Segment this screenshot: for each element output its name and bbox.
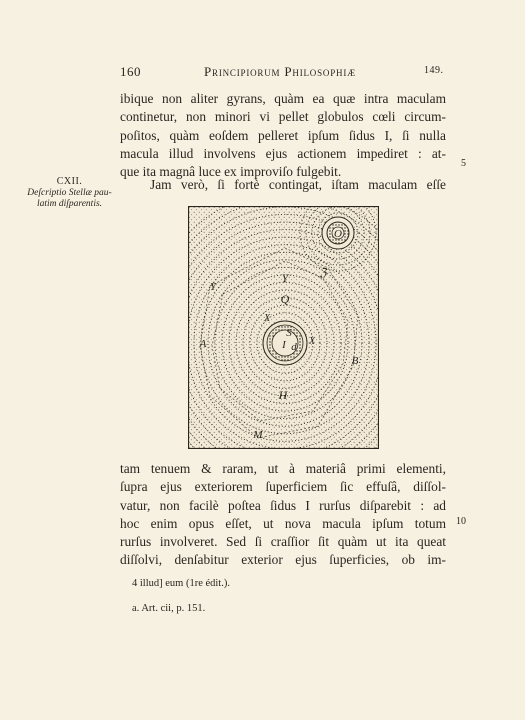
label-s: S xyxy=(286,327,292,339)
text-line: ſupra ejus exteriorem ſuperficiem ſic effuſâ, diſſol- xyxy=(120,479,446,495)
label-o: O xyxy=(334,228,342,240)
reference-footnote: a. Art. cii, p. 151. xyxy=(132,603,206,614)
label-a: A xyxy=(199,338,207,350)
label-z: ℨ xyxy=(319,267,327,279)
text-line: rurſus involveret. Sed ſi craſſior ſit quàm ut ita queat xyxy=(120,534,446,550)
variant-footnote: 4 illud] eum (1re édit.). xyxy=(132,578,230,589)
text-line: Jam verò, ſi fortè contingat, iſtam maculam eſſe xyxy=(150,177,446,192)
page-number: 160 xyxy=(120,64,141,79)
paragraph-3 xyxy=(120,460,446,570)
text-line: poſitos, quàm eoſdem pelleret ipſum ſidus I, ſi nulla xyxy=(120,127,446,143)
star-vortex-figure xyxy=(188,206,379,449)
figure-engraving xyxy=(188,206,379,449)
paragraph-1 xyxy=(120,90,446,181)
running-title: Principiorum Philosophiæ xyxy=(204,64,356,79)
line-number-5: 5 xyxy=(461,158,466,169)
label-i: I xyxy=(282,339,286,351)
label-d: d xyxy=(291,341,297,353)
text-line-content: diſſolvi, denſabitur exterior ejus ſuperficies, ob im- xyxy=(120,552,446,568)
text-line: macula illud involvens ejus actionem impediret : at- xyxy=(120,145,446,161)
text-line: hoc enim opus eſſet, ut nova macula ipſum totum xyxy=(120,515,446,531)
text-line: ibique non aliter gyrans, quàm ea quæ intra maculam xyxy=(120,91,446,106)
text-line: que ita magnâ luce ex improviſo fulgebit. xyxy=(120,164,342,180)
text-line: vatur, non facilè poſtea ſidus I rurſus diſparebit : ad xyxy=(120,497,446,513)
label-x-upper: X xyxy=(263,313,271,324)
label-m: M xyxy=(253,429,263,441)
label-y: Y xyxy=(281,271,289,285)
article-title: Deſcriptio Stellæ pau-latim diſparentis. xyxy=(27,188,112,209)
original-page-number: 149. xyxy=(424,65,444,76)
text-line: continetur, non minori vi pellet globulos cœli circum- xyxy=(120,109,446,125)
paragraph-2 xyxy=(120,176,446,194)
article-number: CXII. xyxy=(56,176,83,187)
line-number-10: 10 xyxy=(456,516,466,527)
label-h: H xyxy=(278,388,288,402)
running-head xyxy=(0,64,525,82)
text-line: tam tenuem & raram, ut à materiâ primi elementi, xyxy=(120,461,446,476)
margin-note xyxy=(22,176,117,210)
label-y-left: Y xyxy=(209,281,217,293)
label-b: B xyxy=(351,355,359,367)
label-x-right: X xyxy=(308,336,316,347)
label-q: Q xyxy=(280,292,290,306)
text-line xyxy=(120,551,446,569)
